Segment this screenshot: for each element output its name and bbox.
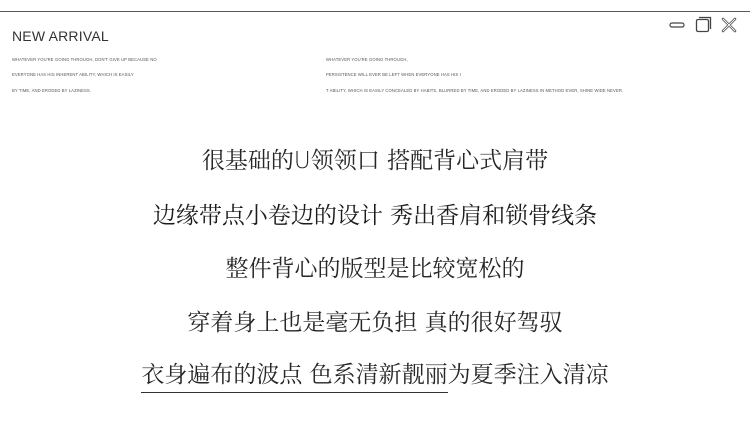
close-icon[interactable] xyxy=(720,16,738,34)
minimize-icon[interactable] xyxy=(668,16,686,34)
fine-print-right-3: T ABILITY, WHICH IS EASILY CONCEALED BY HABITS, BLURRED BY TIME, AND ERODED BY LAZINESS IN METHOD EVER, SHINE WIDE NEVER. xyxy=(326,88,624,93)
fine-print-left-2: EVERYONE HAS HIS INHERENT ABILITY, WHICH IS EASILY xyxy=(12,72,134,77)
description-line-2: 边缘带点小卷边的设计 秀出香肩和锁骨线条 xyxy=(152,203,598,229)
fine-print-right-2: PERSISTENCE WILL EVER BE LEFT WHEN EVERYONE HAS HIS I xyxy=(326,72,461,77)
page-title: NEW ARRIVAL xyxy=(12,28,109,44)
description-line-5-underlined: 衣身遍布的波点 色系清新靓丽 xyxy=(141,356,447,393)
fine-print-right-1: WHATEVER YOU'RE GOING THROUGH, xyxy=(326,57,408,62)
fine-print-left-1: WHATEVER YOU'RE GOING THROUGH, DON'T GIVE UP BECAUSE NO xyxy=(12,57,157,62)
maximize-icon[interactable] xyxy=(694,16,712,34)
description-line-5 xyxy=(0,356,750,393)
description-line-3: 整件背心的版型是比较宽松的 xyxy=(225,256,525,282)
description-line-1: 很基础的U领领口 搭配背心式肩带 xyxy=(201,148,549,174)
description-line-5-rest: 为夏季注入清凉 xyxy=(447,362,609,388)
description-line-4: 穿着身上也是毫无负担 真的很好驾驭 xyxy=(187,310,563,336)
fine-print-left-3: BY TIME, AND ERODED BY LAZINESS. xyxy=(12,88,92,93)
window-controls xyxy=(668,16,738,34)
top-divider xyxy=(0,11,750,12)
